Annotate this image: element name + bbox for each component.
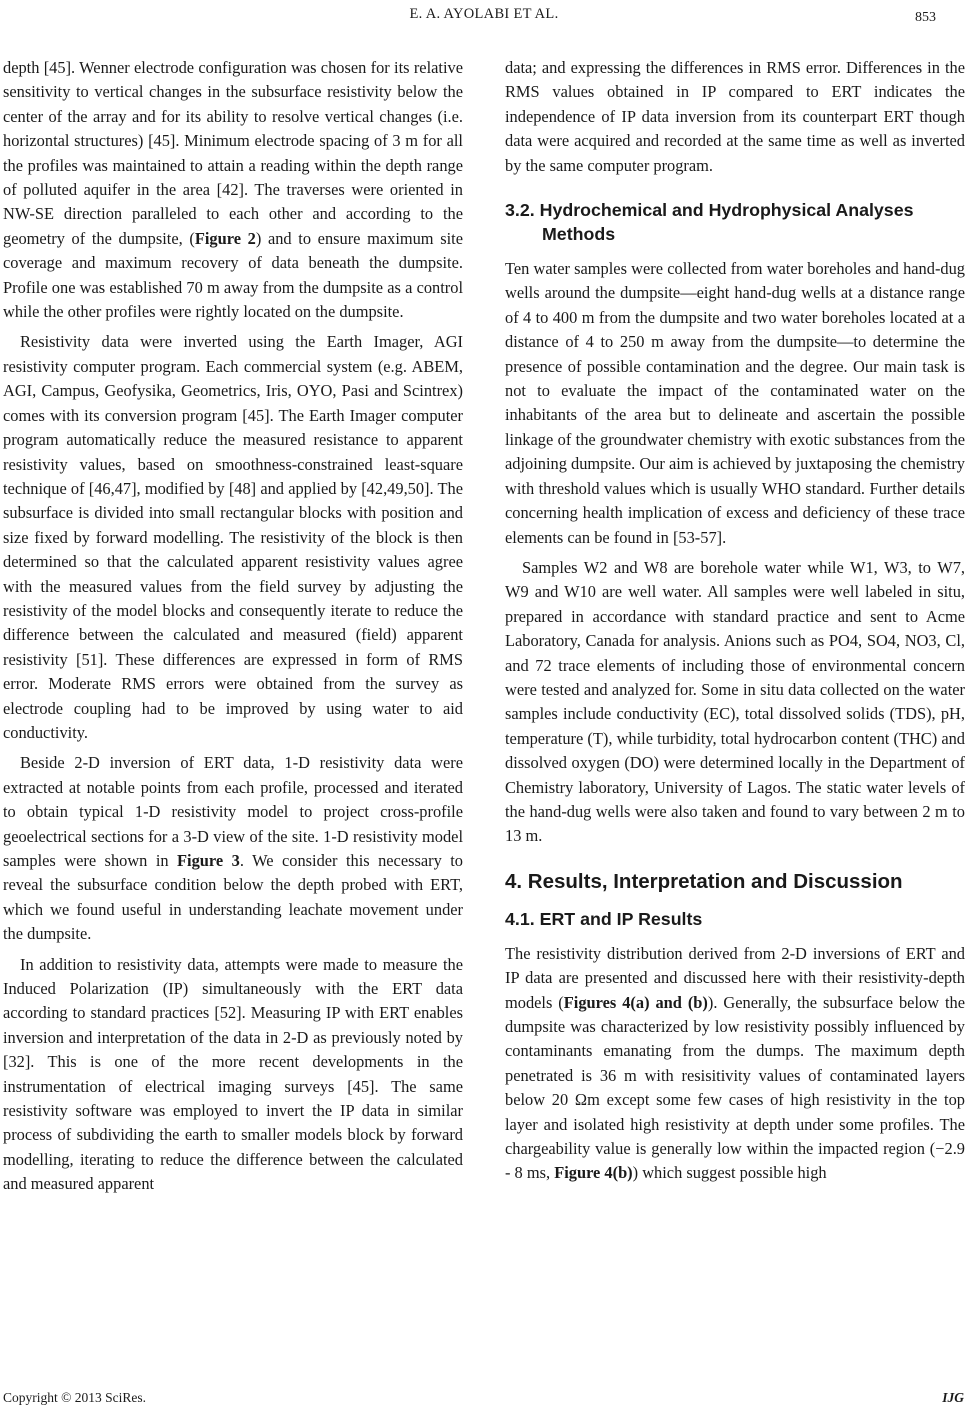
figure-link[interactable]: Figures 4(a) and (b)	[563, 992, 708, 1012]
running-head: E. A. AYOLABI ET AL.	[409, 6, 559, 22]
page-footer	[0, 1390, 968, 1410]
left-column	[3, 56, 463, 1197]
journal-abbrev: IJG	[942, 1390, 964, 1405]
paragraph: Beside 2-D inversion of ERT data, 1-D resistivity data were extracted at notable points from each profile, processed and iterated to obtain typical 1-D resistivity model to project cross-profile geoelectrical sections for a 3-D view of the site. 1-D resistivity model samples were shown in Figure 3. We consider this necessary to reveal the subsurface condition below the depth probed with ERT, which we found useful in understanding leachate movement under the dumpsite.	[3, 753, 464, 944]
paragraph: depth [45]. Wenner electrode configuration was chosen for its relative sensitivity to vertical changes in the subsurface resistivity below the center of the array and for its ability to resolve vertical changes (i.e. horizontal structures) [45]. Minimum electrode spacing of 3 m for all the profiles was maintained to attain a reading within the depth range of polluted aquifer in the area [42]. The traverses were oriented in NW-SE direction paralleled to each other and according to the geometry of the dumpsite, (Figure 2) and to ensure maximum site coverage and maximum recovery of data beneath the dumpsite. Profile one was established 70 m away from the dumpsite as a control while the other profiles were rightly located on the dumpsite.	[3, 58, 463, 322]
figure-link[interactable]: Figure 3	[177, 851, 240, 870]
figure-link[interactable]: Figure 4(b)	[554, 1163, 633, 1183]
running-header	[0, 0, 968, 36]
section-heading: 3.2. Hydrochemical and Hydrophysical Analyses Methods	[505, 200, 914, 245]
section-heading: 4.1. ERT and IP Results	[505, 908, 703, 929]
figure-link[interactable]: Figure 2	[194, 228, 256, 248]
paragraph: Ten water samples were collected from water boreholes and hand-dug wells around the dumpsite—eight hand-dug wells at a distance range of 4 to 400 m from the dumpsite and two water boreholes located at a distance of 4 to 250 m away from the dumpsite—to determine the presence of possible contamination and the degree. Our main task is not to evaluate the impact of the contaminated water on the inhabitants of the area but to delineate and ascertain the possible linkage of the groundwater chemistry with exotic substances from the adjoining dumpsite. Our aim is achieved by juxtaposing the chemistry with threshold values which is usually WHO standard. Further details concerning health implication of excess and deficiency of these trace elements can be found in [53-57].	[505, 259, 965, 547]
paragraph: The resistivity distribution derived from 2-D inversions of ERT and IP data are presented and discussed here with their resistivity-depth models (Figures 4(a) and (b)). Generally, the subsurface below the dumpsite was characterized by low resistivity possibly influenced by contaminants emanating from the dumps. The maximum depth penetrated is 36 m with resisitivity values of contaminated layers below 20 Ωm except some few cases of high resistivity in the top layer and isolated high resistivity at depth under some profiles. The chargeability value is generally low within the impacted region (−2.9 - 8 ms, Figure 4(b)) which suggest possible high	[505, 943, 966, 1183]
paragraph: In addition to resistivity data, attempts were made to measure the Induced Polarization (IP) simultaneously with the ERT data according to standard practices [52]. Measuring IP with ERT enables inversion and interpretation of the data in 2-D as previously noted by [32]. This is one of the more recent developments in the instrumentation of electrical imaging surveys [45]. The same resistivity software was employed to invert the IP data in similar process of subdividing the earth to smaller models block by forward modelling, iterating to reduce the difference between the calculated and measured apparent	[3, 954, 463, 1194]
section-heading: 4. Results, Interpretation and Discussion	[505, 869, 903, 893]
paragraph: data; and expressing the differences in RMS error. Differences in the RMS values obtained in IP compared to ERT indicates the independence of IP data inversion from its counterpart ERT though data were acquired and recorded at the same time as well as inverted by the same computer program.	[505, 58, 965, 175]
page-number: 853	[915, 10, 936, 25]
paragraph: Samples W2 and W8 are borehole water while W1, W3, to W7, W9 and W10 are well water. All samples were well labeled in situ, prepared in accordance with standard practice and sent to Acme Laboratory, Canada for analysis. Anions such as PO4, SO4, NO3, Cl, and 72 trace elements of including those of environmental concern were tested and analyzed for. Some in situ data collected on the water samples include conductivity (EC), total dissolved solids (TDS), pH, temperature (T), while turbidity, total hydrocarbon content (THC) and dissolved oxygen (DO) were determined locally in the Department of Chemistry laboratory, University of Lagos. The static water levels of the hand-dug wells were also taken and found to vary between 2 m to 13 m.	[505, 557, 965, 846]
paragraph: Resistivity data were inverted using the Earth Imager, AGI resistivity computer program. Each commercial system (e.g. ABEM, AGI, Campus, Geofysika, Geometrics, Iris, OYO, Pasi and Scintrex) comes with its conversion program [45]. The Earth Imager computer program automatically reduce the measured resistance to apparent resistivity values, based on smoothness-constrained least-square technique of [46,47], modified by [48] and applied by [42,49,50]. The subsurface is divided into small rectangular blocks with position and size fixed by forward modelling. The resistivity of the block is then determined so that the calculated apparent resistivity values agree with the measured values from the field survey by adjusting the resistivity of the model blocks and consequently iterate to reduce the difference between the calculated and measured (field) apparent resistivity [51]. These differences are expressed in form of RMS error. Moderate RMS errors were obtained from the survey as electrode coupling had to be improved by using water to aid conductivity.	[3, 332, 463, 742]
copyright-text: Copyright © 2013 SciRes.	[3, 1390, 147, 1405]
right-column	[505, 56, 965, 1186]
